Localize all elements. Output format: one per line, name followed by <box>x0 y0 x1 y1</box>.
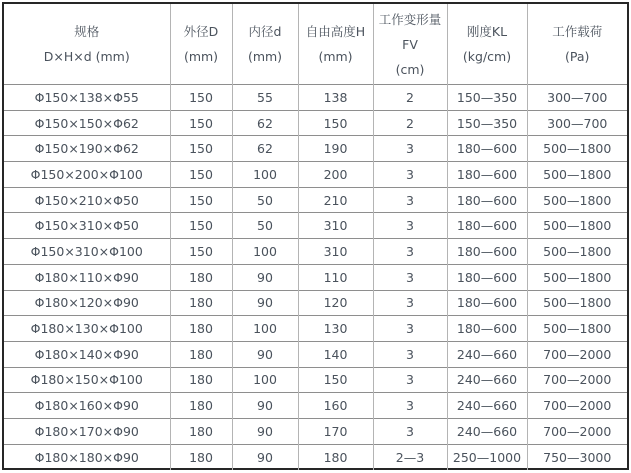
value-cell-stiffness: 150—350 <box>447 85 527 111</box>
value-cell-free-height: 180 <box>298 444 373 470</box>
value-cell-outer-diameter: 180 <box>170 316 232 342</box>
value-cell-deformation: 3 <box>373 213 447 239</box>
table-row <box>4 367 627 393</box>
table-row <box>4 393 627 419</box>
value-cell-free-height: 120 <box>298 290 373 316</box>
spec-table-frame <box>2 2 629 470</box>
spec-cell: Φ180×110×Φ90 <box>4 264 170 290</box>
value-cell-inner-diameter: 90 <box>232 418 298 444</box>
value-cell-inner-diameter: 62 <box>232 136 298 162</box>
value-cell-working-load: 700—2000 <box>527 418 627 444</box>
value-cell-outer-diameter: 150 <box>170 239 232 265</box>
value-cell-deformation: 3 <box>373 367 447 393</box>
value-cell-working-load: 500—1800 <box>527 239 627 265</box>
value-cell-free-height: 110 <box>298 264 373 290</box>
value-cell-stiffness: 250—1000 <box>447 444 527 470</box>
table-header <box>4 4 627 85</box>
table-row <box>4 162 627 188</box>
column-header-line: (mm) <box>318 49 353 64</box>
column-header-line: 内径d <box>248 24 282 39</box>
spec-cell: Φ180×120×Φ90 <box>4 290 170 316</box>
value-cell-deformation: 3 <box>373 393 447 419</box>
value-cell-stiffness: 240—660 <box>447 367 527 393</box>
value-cell-free-height: 170 <box>298 418 373 444</box>
table-row <box>4 239 627 265</box>
column-header-line: 刚度KL <box>466 24 508 39</box>
column-header-line: FV <box>402 36 418 52</box>
value-cell-outer-diameter: 150 <box>170 136 232 162</box>
value-cell-outer-diameter: 150 <box>170 110 232 136</box>
table-row <box>4 110 627 136</box>
value-cell-inner-diameter: 100 <box>232 239 298 265</box>
column-header-line: (mm) <box>183 49 219 64</box>
value-cell-working-load: 500—1800 <box>527 290 627 316</box>
table-row <box>4 187 627 213</box>
value-cell-stiffness: 240—660 <box>447 393 527 419</box>
value-cell-outer-diameter: 180 <box>170 290 232 316</box>
value-cell-working-load: 750—3000 <box>527 444 627 470</box>
value-cell-deformation: 3 <box>373 341 447 367</box>
spec-cell: Φ150×310×Φ100 <box>4 239 170 265</box>
value-cell-inner-diameter: 90 <box>232 264 298 290</box>
table-row <box>4 213 627 239</box>
value-cell-stiffness: 180—600 <box>447 213 527 239</box>
value-cell-inner-diameter: 100 <box>232 162 298 188</box>
value-cell-deformation: 3 <box>373 239 447 265</box>
value-cell-outer-diameter: 180 <box>170 367 232 393</box>
table-row <box>4 290 627 316</box>
value-cell-stiffness: 240—660 <box>447 341 527 367</box>
spec-cell: Φ180×170×Φ90 <box>4 418 170 444</box>
value-cell-free-height: 160 <box>298 393 373 419</box>
spec-cell: Φ150×200×Φ100 <box>4 162 170 188</box>
spec-cell: Φ180×160×Φ90 <box>4 393 170 419</box>
value-cell-working-load: 300—700 <box>527 110 627 136</box>
table-row <box>4 136 627 162</box>
value-cell-deformation: 2 <box>373 110 447 136</box>
column-header-working-load <box>527 4 627 85</box>
value-cell-working-load: 300—700 <box>527 85 627 111</box>
value-cell-outer-diameter: 180 <box>170 393 232 419</box>
value-cell-stiffness: 180—600 <box>447 162 527 188</box>
value-cell-stiffness: 180—600 <box>447 187 527 213</box>
value-cell-stiffness: 150—350 <box>447 110 527 136</box>
column-header-line: D×H×d (mm) <box>43 49 130 64</box>
table-row <box>4 264 627 290</box>
column-header-line: (mm) <box>247 49 283 64</box>
table-body <box>4 85 627 470</box>
value-cell-inner-diameter: 100 <box>232 316 298 342</box>
column-header-inner-diameter <box>232 4 298 85</box>
value-cell-deformation: 3 <box>373 187 447 213</box>
spec-cell: Φ180×140×Φ90 <box>4 341 170 367</box>
value-cell-free-height: 310 <box>298 239 373 265</box>
spec-cell: Φ150×190×Φ62 <box>4 136 170 162</box>
value-cell-free-height: 130 <box>298 316 373 342</box>
value-cell-stiffness: 240—660 <box>447 418 527 444</box>
value-cell-free-height: 310 <box>298 213 373 239</box>
value-cell-deformation: 2 <box>373 85 447 111</box>
value-cell-inner-diameter: 62 <box>232 110 298 136</box>
value-cell-working-load: 700—2000 <box>527 367 627 393</box>
column-header-line: 工作变形量 <box>378 11 442 27</box>
spec-cell: Φ180×130×Φ100 <box>4 316 170 342</box>
value-cell-deformation: 3 <box>373 418 447 444</box>
column-header-outer-diameter <box>170 4 232 85</box>
table-row <box>4 418 627 444</box>
value-cell-working-load: 700—2000 <box>527 393 627 419</box>
value-cell-inner-diameter: 50 <box>232 187 298 213</box>
value-cell-free-height: 150 <box>298 110 373 136</box>
value-cell-inner-diameter: 100 <box>232 367 298 393</box>
value-cell-working-load: 500—1800 <box>527 316 627 342</box>
table-row <box>4 316 627 342</box>
column-header-line: 自由高度H <box>305 24 366 39</box>
value-cell-working-load: 500—1800 <box>527 264 627 290</box>
value-cell-free-height: 140 <box>298 341 373 367</box>
column-header-stiffness <box>447 4 527 85</box>
value-cell-stiffness: 180—600 <box>447 290 527 316</box>
value-cell-deformation: 3 <box>373 316 447 342</box>
value-cell-inner-diameter: 55 <box>232 85 298 111</box>
value-cell-inner-diameter: 90 <box>232 393 298 419</box>
value-cell-stiffness: 180—600 <box>447 136 527 162</box>
column-header-free-height <box>298 4 373 85</box>
value-cell-working-load: 500—1800 <box>527 187 627 213</box>
value-cell-outer-diameter: 180 <box>170 264 232 290</box>
column-header-line: (Pa) <box>565 49 590 64</box>
value-cell-inner-diameter: 90 <box>232 341 298 367</box>
spec-cell: Φ180×150×Φ100 <box>4 367 170 393</box>
value-cell-working-load: 700—2000 <box>527 341 627 367</box>
value-cell-stiffness: 180—600 <box>447 316 527 342</box>
column-header-spec <box>4 4 170 85</box>
value-cell-outer-diameter: 180 <box>170 418 232 444</box>
value-cell-working-load: 500—1800 <box>527 136 627 162</box>
value-cell-free-height: 210 <box>298 187 373 213</box>
value-cell-deformation: 3 <box>373 136 447 162</box>
value-cell-outer-diameter: 150 <box>170 187 232 213</box>
spec-cell: Φ150×138×Φ55 <box>4 85 170 111</box>
value-cell-working-load: 500—1800 <box>527 213 627 239</box>
value-cell-free-height: 200 <box>298 162 373 188</box>
spec-cell: Φ150×210×Φ50 <box>4 187 170 213</box>
value-cell-deformation: 3 <box>373 264 447 290</box>
value-cell-inner-diameter: 90 <box>232 444 298 470</box>
value-cell-outer-diameter: 150 <box>170 162 232 188</box>
value-cell-outer-diameter: 180 <box>170 444 232 470</box>
value-cell-stiffness: 180—600 <box>447 239 527 265</box>
value-cell-deformation: 3 <box>373 290 447 316</box>
table-row <box>4 85 627 111</box>
value-cell-working-load: 500—1800 <box>527 162 627 188</box>
column-header-deformation <box>373 4 447 85</box>
spring-spec-table <box>4 4 627 470</box>
value-cell-deformation: 3 <box>373 162 447 188</box>
column-header-line: 外径D <box>183 24 219 39</box>
value-cell-free-height: 150 <box>298 367 373 393</box>
value-cell-inner-diameter: 50 <box>232 213 298 239</box>
value-cell-outer-diameter: 150 <box>170 213 232 239</box>
value-cell-inner-diameter: 90 <box>232 290 298 316</box>
header-row <box>4 4 627 85</box>
column-header-line: 规格 <box>74 24 100 39</box>
column-header-line: 工作载荷 <box>552 24 603 39</box>
spec-cell: Φ150×150×Φ62 <box>4 110 170 136</box>
value-cell-free-height: 190 <box>298 136 373 162</box>
table-row <box>4 341 627 367</box>
column-header-line: (kg/cm) <box>462 49 512 64</box>
spec-cell: Φ180×180×Φ90 <box>4 444 170 470</box>
value-cell-stiffness: 180—600 <box>447 264 527 290</box>
table-row <box>4 444 627 470</box>
value-cell-outer-diameter: 150 <box>170 85 232 111</box>
value-cell-outer-diameter: 180 <box>170 341 232 367</box>
value-cell-free-height: 138 <box>298 85 373 111</box>
value-cell-deformation: 2—3 <box>373 444 447 470</box>
spec-cell: Φ150×310×Φ50 <box>4 213 170 239</box>
column-header-line: (cm) <box>395 61 425 77</box>
